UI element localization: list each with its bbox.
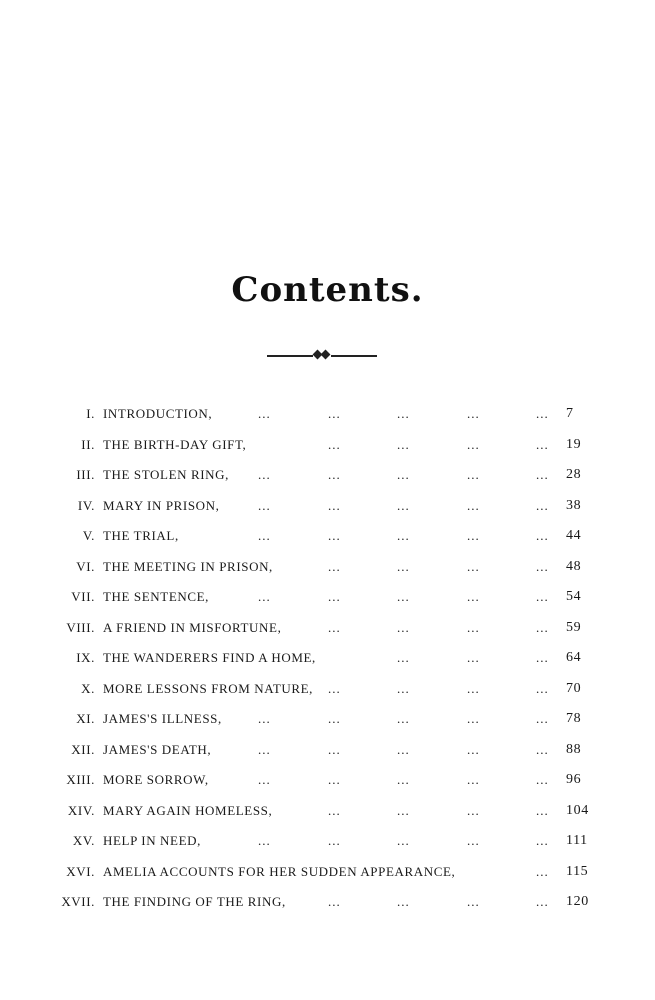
toc-page-number: 96 [566,772,582,787]
toc-leader-dots: ... [397,741,410,757]
toc-leader-dots: ... [328,680,341,696]
toc-leader-dots: ... [397,680,410,696]
toc-chapter-number: XII. [71,741,95,757]
toc-leader-dots: ... [397,619,410,635]
toc-leader-dots: ... [328,528,341,543]
toc-leader-dots: ... [467,802,480,818]
toc-chapter-title: THE MEETING IN PRISON, [103,558,273,574]
toc-leader-dots: ... [328,833,341,848]
toc-leader-dots: ... [536,589,549,604]
toc-page-number: 54 [566,589,582,604]
toc-leader-dots: ... [536,528,549,543]
toc-chapter-number: VI. [76,558,95,574]
toc-chapter-number: IV. [77,497,95,513]
toc-leader-dots: ... [258,741,271,757]
toc-entry [0,463,655,494]
toc-chapter-title: A FRIEND IN MISFORTUNE, [103,619,282,635]
toc-leader-dots: ... [397,436,410,452]
toc-chapter-title: THE STOLEN RING, [103,467,229,482]
toc-leader-dots: ... [328,467,341,482]
toc-page-number: 48 [566,558,582,574]
toc-leader-dots: ... [328,741,341,757]
toc-entry [0,829,655,860]
toc-leader-dots: ... [258,406,271,421]
toc-page-number: 104 [566,802,589,818]
toc-leader-dots: ... [328,894,341,909]
toc-leader-dots: ... [397,528,410,543]
toc-entry [0,402,655,433]
toc-leader-dots: ... [328,802,341,818]
toc-leader-dots: ... [397,589,410,604]
toc-leader-dots: ... [258,467,271,482]
toc-chapter-number: XI. [76,711,95,726]
toc-leader-dots: ... [467,619,480,635]
toc-page-number: 120 [566,894,589,909]
toc-leader-dots: ... [536,436,549,452]
toc-leader-dots: ... [328,589,341,604]
toc-entry [0,616,655,647]
toc-chapter-title: MORE SORROW, [103,772,209,787]
toc-chapter-number: VII. [71,589,95,604]
toc-chapter-number: XV. [72,833,95,848]
toc-page-number: 111 [566,833,588,848]
toc-leader-dots: ... [397,802,410,818]
toc-leader-dots: ... [467,497,480,513]
toc-chapter-title: THE WANDERERS FIND A HOME, [103,650,316,665]
toc-leader-dots: ... [467,680,480,696]
toc-leader-dots: ... [328,772,341,787]
toc-leader-dots: ... [397,467,410,482]
page-title: Contents. [231,270,424,310]
toc-page-number: 28 [566,467,582,482]
toc-page-number: 7 [566,406,574,421]
toc-leader-dots: ... [467,772,480,787]
toc-page-number: 59 [566,619,582,635]
toc-leader-dots: ... [467,467,480,482]
toc-chapter-number: V. [82,528,95,543]
toc-entry [0,768,655,799]
toc-page-number: 44 [566,528,582,543]
toc-leader-dots: ... [467,406,480,421]
toc-entry [0,646,655,677]
toc-leader-dots: ... [328,711,341,726]
toc-chapter-number: XVII. [61,894,95,909]
toc-leader-dots: ... [467,558,480,574]
toc-leader-dots: ... [536,650,549,665]
toc-leader-dots: ... [397,894,410,909]
toc-page-number: 19 [566,436,582,452]
toc-chapter-title: THE BIRTH-DAY GIFT, [103,436,247,452]
toc-leader-dots: ... [397,650,410,665]
toc-leader-dots: ... [536,741,549,757]
toc-leader-dots: ... [467,711,480,726]
toc-leader-dots: ... [258,528,271,543]
toc-chapter-number: XIII. [66,772,95,787]
toc-chapter-number: X. [81,680,95,696]
toc-leader-dots: ... [536,833,549,848]
toc-chapter-number: VIII. [66,619,95,635]
toc-chapter-title: JAMES'S DEATH, [103,741,212,757]
toc-leader-dots: ... [397,497,410,513]
toc-leader-dots: ... [467,833,480,848]
toc-entry [0,677,655,708]
toc-page-number: 115 [566,863,589,879]
toc-entry [0,799,655,830]
toc-chapter-title: MORE LESSONS FROM NATURE, [103,680,314,696]
toc-entry [0,433,655,464]
toc-chapter-title: MARY AGAIN HOMELESS, [103,802,273,818]
toc-page-number: 38 [566,497,582,513]
toc-chapter-number: XVI. [66,863,95,879]
toc-leader-dots: ... [397,406,410,421]
ornament-line-right [331,355,377,357]
toc-page-number: 88 [566,741,582,757]
toc-chapter-title: AMELIA ACCOUNTS FOR HER SUDDEN APPEARANCE, [103,863,456,879]
toc-entry [0,707,655,738]
toc-leader-dots: ... [258,711,271,726]
toc-leader-dots: ... [536,558,549,574]
ornament-diamond [321,350,331,360]
toc-leader-dots: ... [258,589,271,604]
toc-leader-dots: ... [536,772,549,787]
toc-leader-dots: ... [258,497,271,513]
toc-leader-dots: ... [536,863,549,879]
toc-leader-dots: ... [258,772,271,787]
toc-page-number: 78 [566,711,582,726]
toc-entry [0,524,655,555]
toc-chapter-title: THE SENTENCE, [103,589,210,604]
toc-leader-dots: ... [467,741,480,757]
toc-leader-dots: ... [467,528,480,543]
toc-leader-dots: ... [536,406,549,421]
toc-leader-dots: ... [328,406,341,421]
toc-leader-dots: ... [467,589,480,604]
toc-leader-dots: ... [467,436,480,452]
toc-chapter-title: JAMES'S ILLNESS, [103,711,222,726]
toc-page-number: 70 [566,680,582,696]
toc-entry [0,890,655,921]
toc-leader-dots: ... [536,467,549,482]
toc-leader-dots: ... [397,558,410,574]
toc-entry [0,585,655,616]
toc-leader-dots: ... [328,436,341,452]
toc-entry [0,738,655,769]
ornament-line-left [267,355,313,357]
toc-leader-dots: ... [258,833,271,848]
toc-leader-dots: ... [536,894,549,909]
table-of-contents [0,402,655,921]
toc-leader-dots: ... [536,680,549,696]
toc-leader-dots: ... [536,802,549,818]
toc-leader-dots: ... [397,833,410,848]
toc-chapter-title: MARY IN PRISON, [103,497,220,513]
toc-chapter-number: III. [76,467,95,482]
toc-leader-dots: ... [397,711,410,726]
toc-entry [0,494,655,525]
toc-chapter-title: THE TRIAL, [103,528,179,543]
toc-entry [0,555,655,586]
toc-chapter-number: XIV. [67,802,95,818]
toc-chapter-number: IX. [76,650,95,665]
toc-page-number: 64 [566,650,582,665]
toc-leader-dots: ... [328,497,341,513]
toc-chapter-title: HELP IN NEED, [103,833,201,848]
toc-leader-dots: ... [328,619,341,635]
toc-leader-dots: ... [467,894,480,909]
toc-leader-dots: ... [397,772,410,787]
toc-leader-dots: ... [328,558,341,574]
toc-chapter-number: II. [81,436,95,452]
toc-leader-dots: ... [536,497,549,513]
toc-leader-dots: ... [536,619,549,635]
ornament-divider [267,349,377,361]
toc-chapter-number: I. [86,406,95,421]
toc-chapter-title: INTRODUCTION, [103,406,213,421]
toc-leader-dots: ... [467,650,480,665]
toc-entry [0,860,655,891]
toc-chapter-title: THE FINDING OF THE RING, [103,894,286,909]
toc-leader-dots: ... [536,711,549,726]
